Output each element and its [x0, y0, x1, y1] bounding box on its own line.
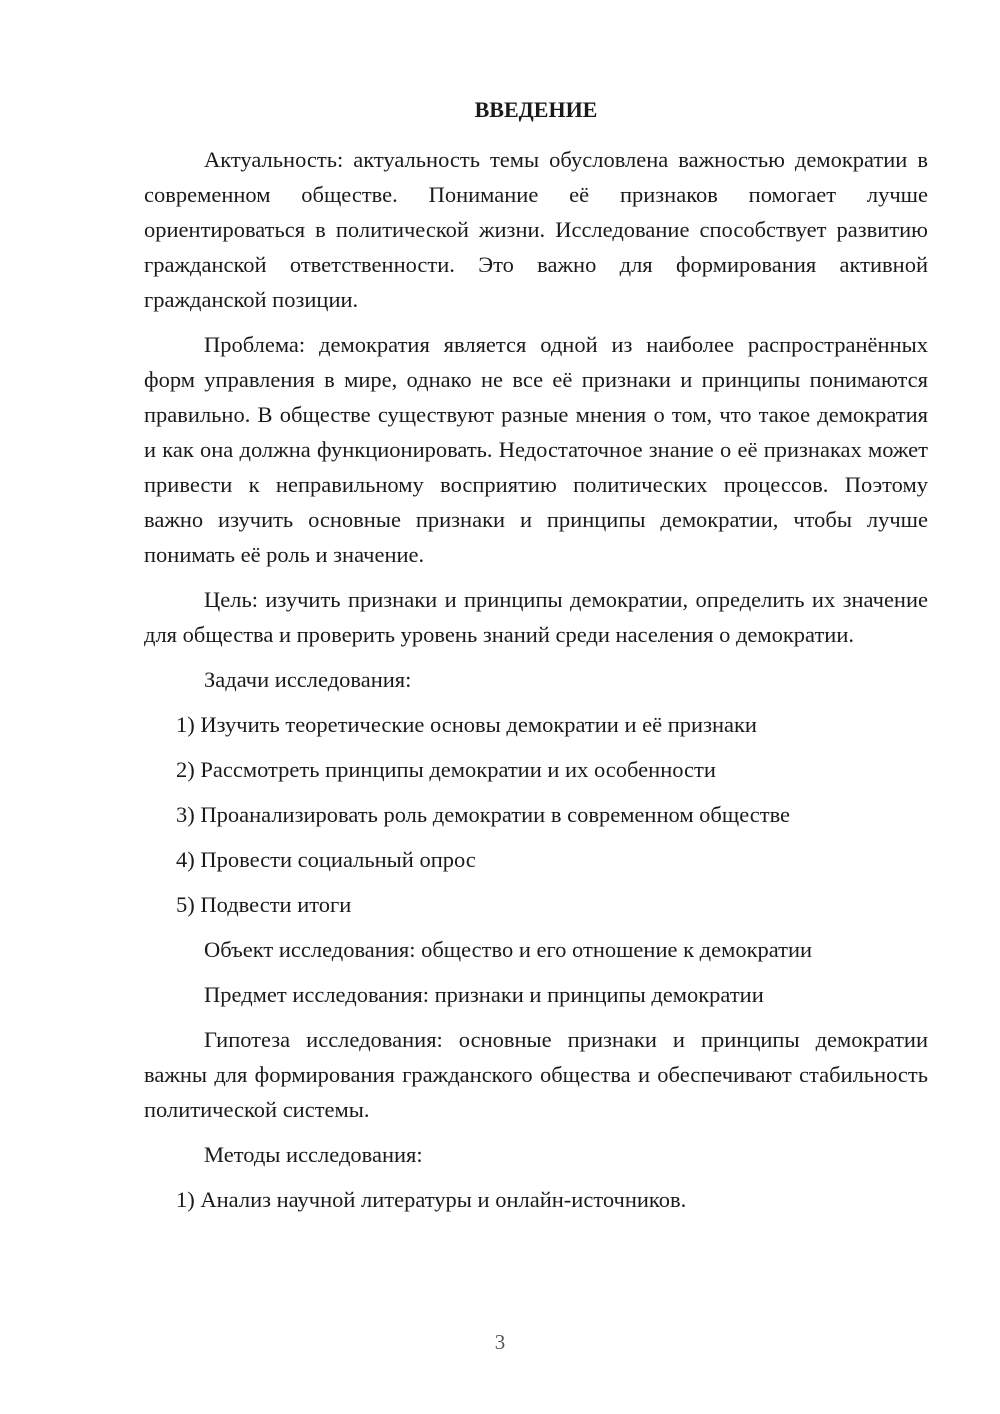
task-item: 5) Подвести итоги — [176, 892, 352, 917]
task-item: 3) Проанализировать роль демократии в современном обществе — [176, 802, 791, 827]
method-item: 1) Анализ научной литературы и онлайн-источников. — [176, 1187, 687, 1212]
task-item: 4) Провести социальный опрос — [176, 847, 476, 872]
section-title: ВВЕДЕНИЕ — [474, 97, 598, 122]
page-number: 3 — [494, 1330, 506, 1354]
task-item: 1) Изучить теоретические основы демократии и её признаки — [176, 712, 757, 737]
goal-paragraph: Цель: изучить признаки и принципы демократии, определить их значение для общества и проверить уровень знаний среди населения о демократии. — [144, 587, 928, 647]
hypothesis-paragraph: Гипотеза исследования: основные признаки и принципы демократии важны для формирования гражданского общества и обеспечивают стабильность политической системы. — [144, 1027, 928, 1122]
object-paragraph: Объект исследования: общество и его отношение к демократии — [204, 937, 813, 962]
document-page — [144, 92, 928, 1217]
methods-heading: Методы исследования: — [204, 1142, 423, 1167]
task-item: 2) Рассмотреть принципы демократии и их особенности — [176, 757, 716, 782]
tasks-heading: Задачи исследования: — [204, 667, 412, 692]
relevance-paragraph: Актуальность: актуальность темы обусловлена важностью демократии в современном обществе. Понимание её признаков помогает лучше ориентироваться в политической жизни. Исследование способствует развитию гражданской ответственности. Это важно для формирования активной гражданской позиции. — [144, 147, 928, 312]
subject-paragraph: Предмет исследования: признаки и принципы демократии — [204, 982, 764, 1007]
problem-paragraph: Проблема: демократия является одной из наиболее распространённых форм управления в мире, однако не все её признаки и принципы понимаются правильно. В обществе существуют разные мнения о том, что такое демократия и как она должна функционировать. Недостаточное знание о её признаках может привести к неправильному восприятию политических процессов. Поэтому важно изучить основные признаки и принципы демократии, чтобы лучше понимать её роль и значение. — [144, 332, 928, 567]
